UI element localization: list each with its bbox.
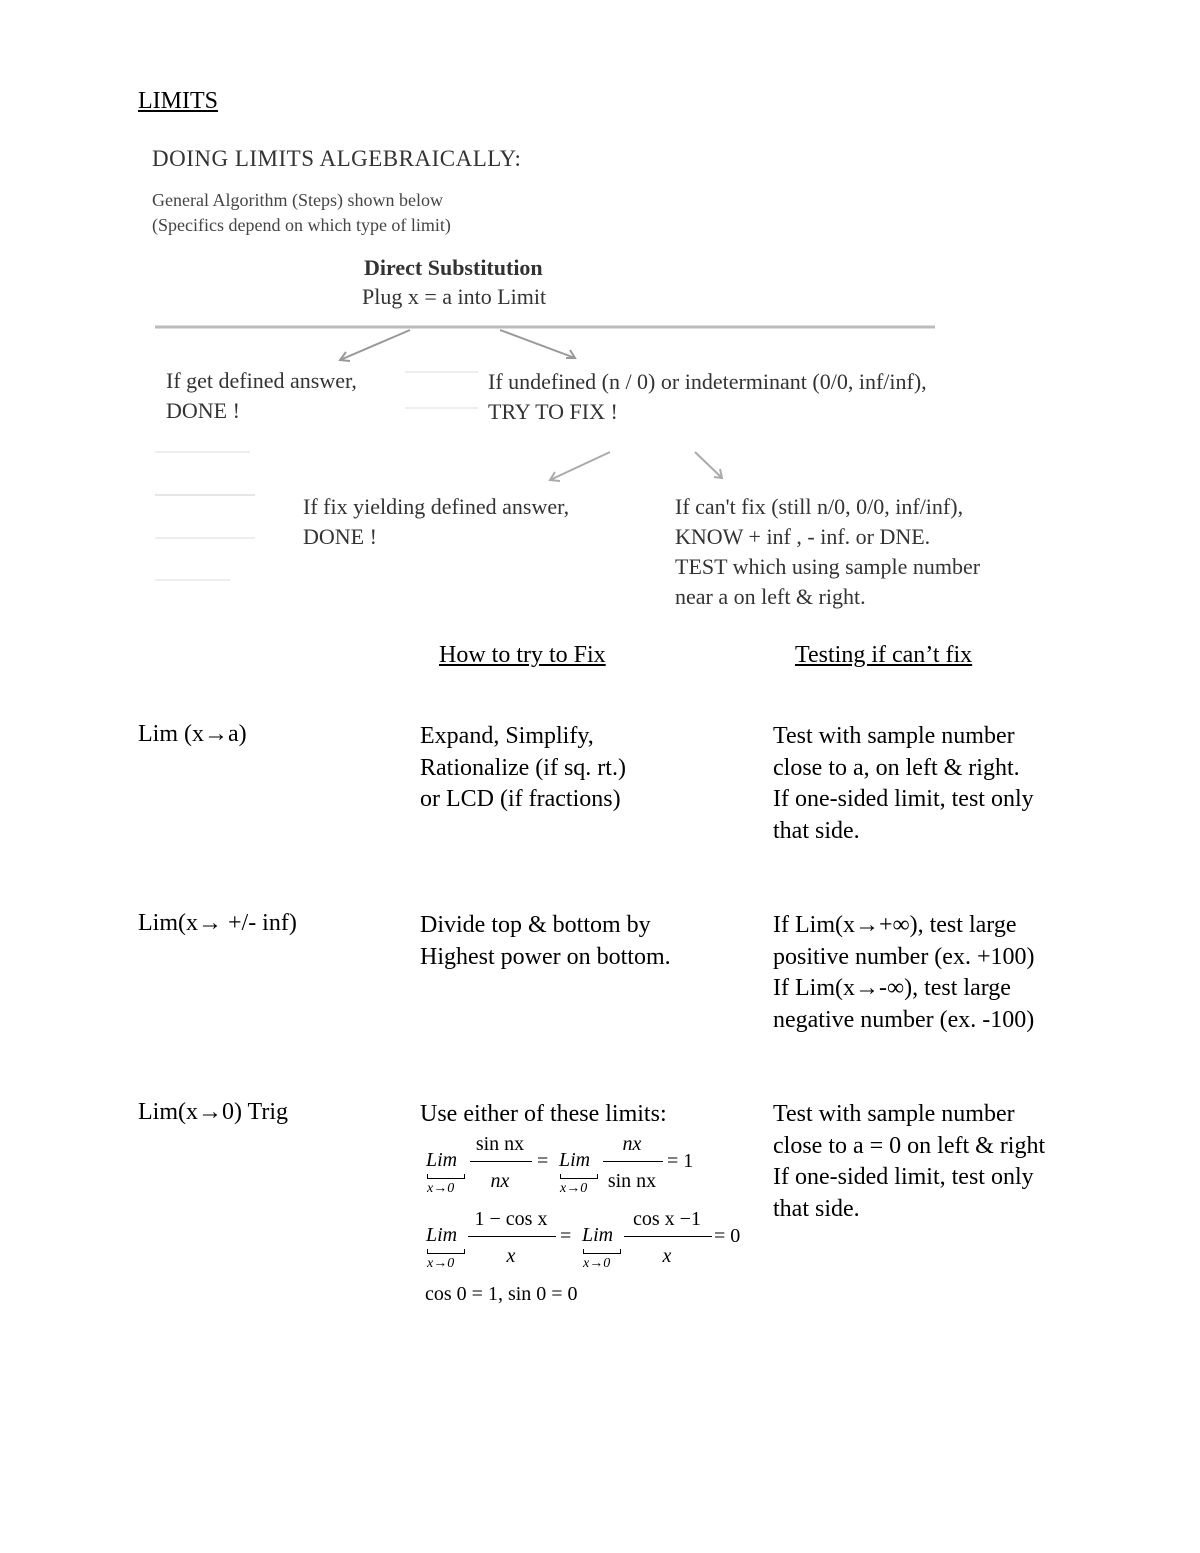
lim-subscript: x→0 (427, 1256, 455, 1271)
fraction-denominator: x (506, 1245, 516, 1267)
undefined-text: If undefined (n / 0) or indeterminant (0/0, inf/inf), TRY TO FIX ! (488, 369, 927, 424)
limits-flowchart (150, 140, 1050, 620)
fraction-numerator: sin nx (475, 1133, 525, 1155)
lim-brace (560, 1174, 598, 1179)
fraction-numerator: 1 − cos x (474, 1208, 548, 1230)
fraction-bar (468, 1236, 556, 1237)
lim-symbol: Lim (426, 1224, 458, 1246)
lim-symbol: Lim (582, 1224, 614, 1246)
fix-yielding-text: If fix yielding defined answer, DONE ! (303, 494, 570, 549)
fraction-bar (603, 1161, 663, 1162)
formula-result: = 1 (667, 1150, 694, 1172)
fraction-bar (470, 1161, 532, 1162)
row-label-lim-x-a: Lim (x→a) (138, 721, 247, 747)
lim-brace (583, 1249, 621, 1254)
arrow-fix (550, 452, 610, 480)
arrow-right (500, 330, 575, 358)
row-label-lim-trig: Lim(x→0) Trig (138, 1099, 289, 1125)
row-1-test-cell: Test with sample number close to a, on left & right. If one-sided limit, test only that side. (773, 723, 1034, 844)
defined-answer-text: If get defined answer, DONE ! (166, 368, 357, 423)
row-1-fix-cell: Expand, Simplify, Rationalize (if sq. rt.) or LCD (if fractions) (420, 723, 626, 812)
lim-subscript: x→0 (583, 1256, 611, 1271)
row-3-test-cell: Test with sample number close to a = 0 on left & right If one-sided limit, test only that side. (773, 1101, 1046, 1222)
fraction-denominator: x (662, 1245, 672, 1267)
row-3-fix-cell: Use either of these limits: (420, 1101, 667, 1127)
arrow-left (340, 330, 410, 360)
row-2-test-cell: If Lim(x→+∞), test large positive number (ex. +100) If Lim(x→-∞), test large negative number (ex. -100) (773, 912, 1035, 1033)
lim-symbol: Lim (426, 1149, 458, 1171)
equals-sign: = (560, 1225, 572, 1247)
cant-fix-text: If can't fix (still n/0, 0/0, inf/inf), KNOW + inf , - inf. or DNE. TEST which using sample number near a on left & right. (675, 494, 981, 609)
formula-result: = 0 (714, 1225, 741, 1247)
lim-brace (427, 1174, 465, 1179)
trig-values: cos 0 = 1, sin 0 = 0 (425, 1283, 578, 1305)
flowchart-subtitle-2: (Specifics depend on which type of limit) (152, 215, 451, 235)
fraction-numerator: nx (622, 1133, 642, 1155)
fraction-denominator: sin nx (607, 1170, 657, 1192)
flowchart-heading: DOING LIMITS ALGEBRAICALLY: (152, 146, 522, 171)
equals-sign: = (537, 1150, 549, 1172)
flowchart-subtitle-1: General Algorithm (Steps) shown below (152, 190, 443, 210)
fraction-numerator: cos x −1 (633, 1208, 701, 1230)
lim-subscript: x→0 (427, 1181, 455, 1196)
row-label-lim-x-inf: Lim(x→ +/- inf) (138, 910, 297, 936)
lim-symbol: Lim (559, 1149, 591, 1171)
lim-brace (427, 1249, 465, 1254)
arrow-cant (695, 452, 722, 478)
column-header-test: Testing if can’t fix (795, 642, 973, 668)
direct-substitution-heading: Direct Substitution (364, 255, 543, 280)
lim-subscript: x→0 (560, 1181, 588, 1196)
column-header-fix: How to try to Fix (439, 642, 606, 668)
row-2-fix-cell: Divide top & bottom by Highest power on bottom. (420, 912, 671, 970)
fraction-bar (624, 1236, 712, 1237)
direct-substitution-text: Plug x = a into Limit (362, 284, 547, 309)
page-title: LIMITS (138, 88, 218, 114)
fraction-denominator: nx (490, 1170, 510, 1192)
